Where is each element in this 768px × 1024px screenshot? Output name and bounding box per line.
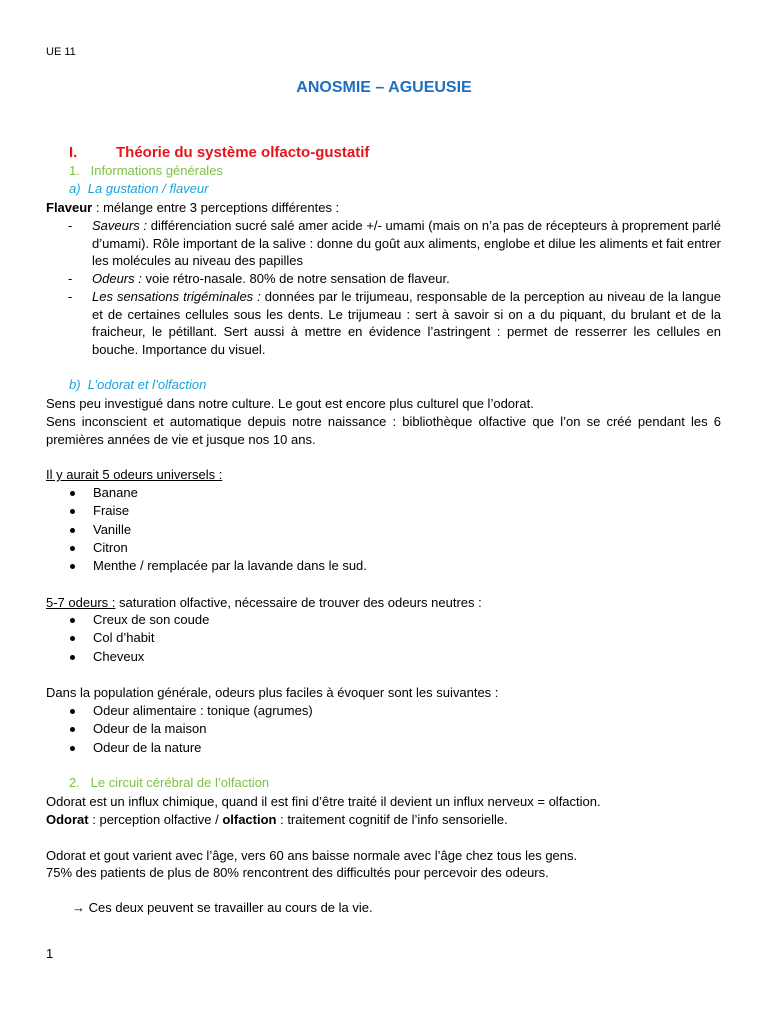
list-heading-underlined: 5-7 odeurs : <box>46 595 116 610</box>
paragraph-influx-chimique: Odorat est un influx chimique, quand il est fini d’être traité il devient un influx nerveux = olfaction. <box>46 794 601 809</box>
bullet-dot <box>70 509 75 514</box>
subsubheading-odorat: b) L’odorat et l’olfaction <box>69 377 207 392</box>
dash-item-text: données par le trijumeau, responsable de la perception au niveau de la langue et de certaines cellules sous les dents. Le trijumeau : sert à savoir si on a du piquant, du brulant et de la fraicheur, le pétillant. Sert aussi à mettre en évidence l’astringent : permet de resserrer les cellules en bouche. Importance du visuel. <box>92 289 721 357</box>
bullet-dot <box>70 727 75 732</box>
dash-item-odeurs <box>46 270 721 288</box>
page-number: 1 <box>46 946 54 961</box>
bullet-dot <box>70 491 75 496</box>
bullet-dot <box>70 636 75 641</box>
dash-item-text: différenciation sucré salé amer acide +/- umami (mais on n’a pas de récepteurs à proprement parlé d’umami). Rôle important de la salive : donne du goût aux aliments, englobe et dilue les aliments et fait entrer les molécules au niveau des papilles <box>92 218 721 268</box>
arrow-note <box>72 900 373 915</box>
dash-item-text: voie rétro-nasale. 80% de notre sensation de flaveur. <box>141 271 450 286</box>
subsubheading-gustation: a) La gustation / flaveur <box>69 181 209 196</box>
bold-term-olfaction: olfaction <box>222 812 277 827</box>
bullet-dot <box>70 546 75 551</box>
document-page: UE 11 ANOSMIE – AGUEUSIE I. Théorie du système olfacto-gustatif 1. Informations générales a) La gustation / flaveur Flaveur : mélange entre 3 perceptions différentes : - Saveurs : différenciation sucré salé amer acide +/- umami (mais on n’a pas de récepteurs à proprement parlé d’umami). Rôle important de la salive : donne du goût aux aliments, englobe et dilue les aliments et fait entrer les molécules au niveau des papilles - Odeurs : voie rétro-nasale. 80% de notre sensation de flaveur. - Les sensations trigéminales : données par le trijumeau, responsable de la perception au niveau de la langue et de certaines cellules sous les dents. Le trijumeau : sert à savoir si on a du piquant, du brulant et de la fraicheur, le pétillant. Sert aussi à mettre en évidence l’astringent : permet de resserrer les cellules en bouche. Importance du visuel. b) L’odorat et l’olfaction Sens peu investigué dans notre culture. Le gout est encore plus culturel que l’odorat. Sens inconscient et automatique depuis notre naissance : bibliothèque olfactive que l’on se créé pendant les 6 premières années de vie et jusque nos 10 ans. Il y aurait 5 odeurs universels : Banane Fraise Vanille Citron Menthe / remplacée par la lavande dans le sud. 5-7 odeurs : saturation olfactive, nécessaire de trouver des odeurs neutres : Creux de son coude Col d’habit Cheveux Dans la population générale, odeurs plus faciles à évoquer sont les suivantes : Odeur alimentaire : tonique (agrumes) Odeur de la maison Odeur de la nature 2. Le circuit cérébral de l’olfaction Odorat est un influx chimique, quand il est fini d’être traité il devient un influx nerveux = olfaction. Odorat : perception olfactive / olfaction : traitement cognitif de l’info sensorielle. Odorat et gout varient avec l’âge, vers 60 ans baisse normale avec l’âge chez tous les gens. 75% des patients de plus de 80% rencontrent des difficultés pour percevoir des odeurs. → Ces deux peuvent se travailler au cours de la vie. 1 <box>0 0 768 1024</box>
dash-item-saveurs <box>46 217 721 270</box>
paragraph-age: Odorat et gout varient avec l’âge, vers 60 ans baisse normale avec l’âge chez tous les gens. <box>46 848 578 863</box>
bullet-dot <box>70 709 75 714</box>
dash-item-label: Odeurs : <box>92 271 142 286</box>
dash-bullet: - <box>68 218 73 233</box>
arrow-note-text: Ces deux peuvent se travailler au cours de la vie. <box>85 900 373 915</box>
list-heading-odeurs-universelles <box>46 466 721 484</box>
subheading-circuit-cerebral: 2. Le circuit cérébral de l’olfaction <box>69 775 270 790</box>
dash-item-trigeminales <box>46 288 721 358</box>
flaveur-label: Flaveur <box>46 200 93 215</box>
page-header: UE 11 <box>46 46 76 58</box>
subheading-informations-generales: 1. Informations générales <box>69 163 223 178</box>
bullet-dot <box>70 564 75 569</box>
dash-item-label: Saveurs : <box>92 218 148 233</box>
list-heading-population-generale: Dans la population générale, odeurs plus faciles à évoquer sont les suivantes : <box>46 685 499 700</box>
paragraph-sens-peu-investigue: Sens peu investigué dans notre culture. Le gout est encore plus culturel que l’odorat. <box>46 396 534 411</box>
list-heading-rest: saturation olfactive, nécessaire de trouver des odeurs neutres : <box>115 595 482 610</box>
document-title: ANOSMIE – AGUEUSIE <box>296 79 472 96</box>
list-heading-saturation <box>46 594 721 612</box>
bullet-dot <box>70 746 75 751</box>
flaveur-paragraph <box>46 199 721 217</box>
paragraph-odorat-definition: Odorat : perception olfactive / olfaction : traitement cognitif de l’info sensorielle. <box>46 812 508 827</box>
right-arrow-icon: → <box>72 900 85 915</box>
paragraph-sens-inconscient: Sens inconscient et automatique depuis notre naissance : bibliothèque olfactive que l’on se créé pendant les 6 premières années de vie et jusque nos 10 ans. <box>46 414 721 447</box>
dash-item-label: Les sensations trigéminales : <box>92 289 261 304</box>
dash-bullet: - <box>68 271 73 286</box>
dash-bullet: - <box>68 289 73 304</box>
section-number: I. <box>69 144 78 161</box>
bullet-dot <box>70 618 75 623</box>
list-heading-text: Il y aurait 5 odeurs universels : <box>46 467 223 482</box>
flaveur-text: : mélange entre 3 perceptions différentes : <box>92 200 340 215</box>
bullet-dot <box>70 528 75 533</box>
bold-term-odorat: Odorat <box>46 812 89 827</box>
paragraph-patients: 75% des patients de plus de 80% rencontrent des difficultés pour percevoir des odeurs. <box>46 865 549 880</box>
section-title: Théorie du système olfacto-gustatif <box>116 144 370 161</box>
bullet-dot <box>70 655 75 660</box>
